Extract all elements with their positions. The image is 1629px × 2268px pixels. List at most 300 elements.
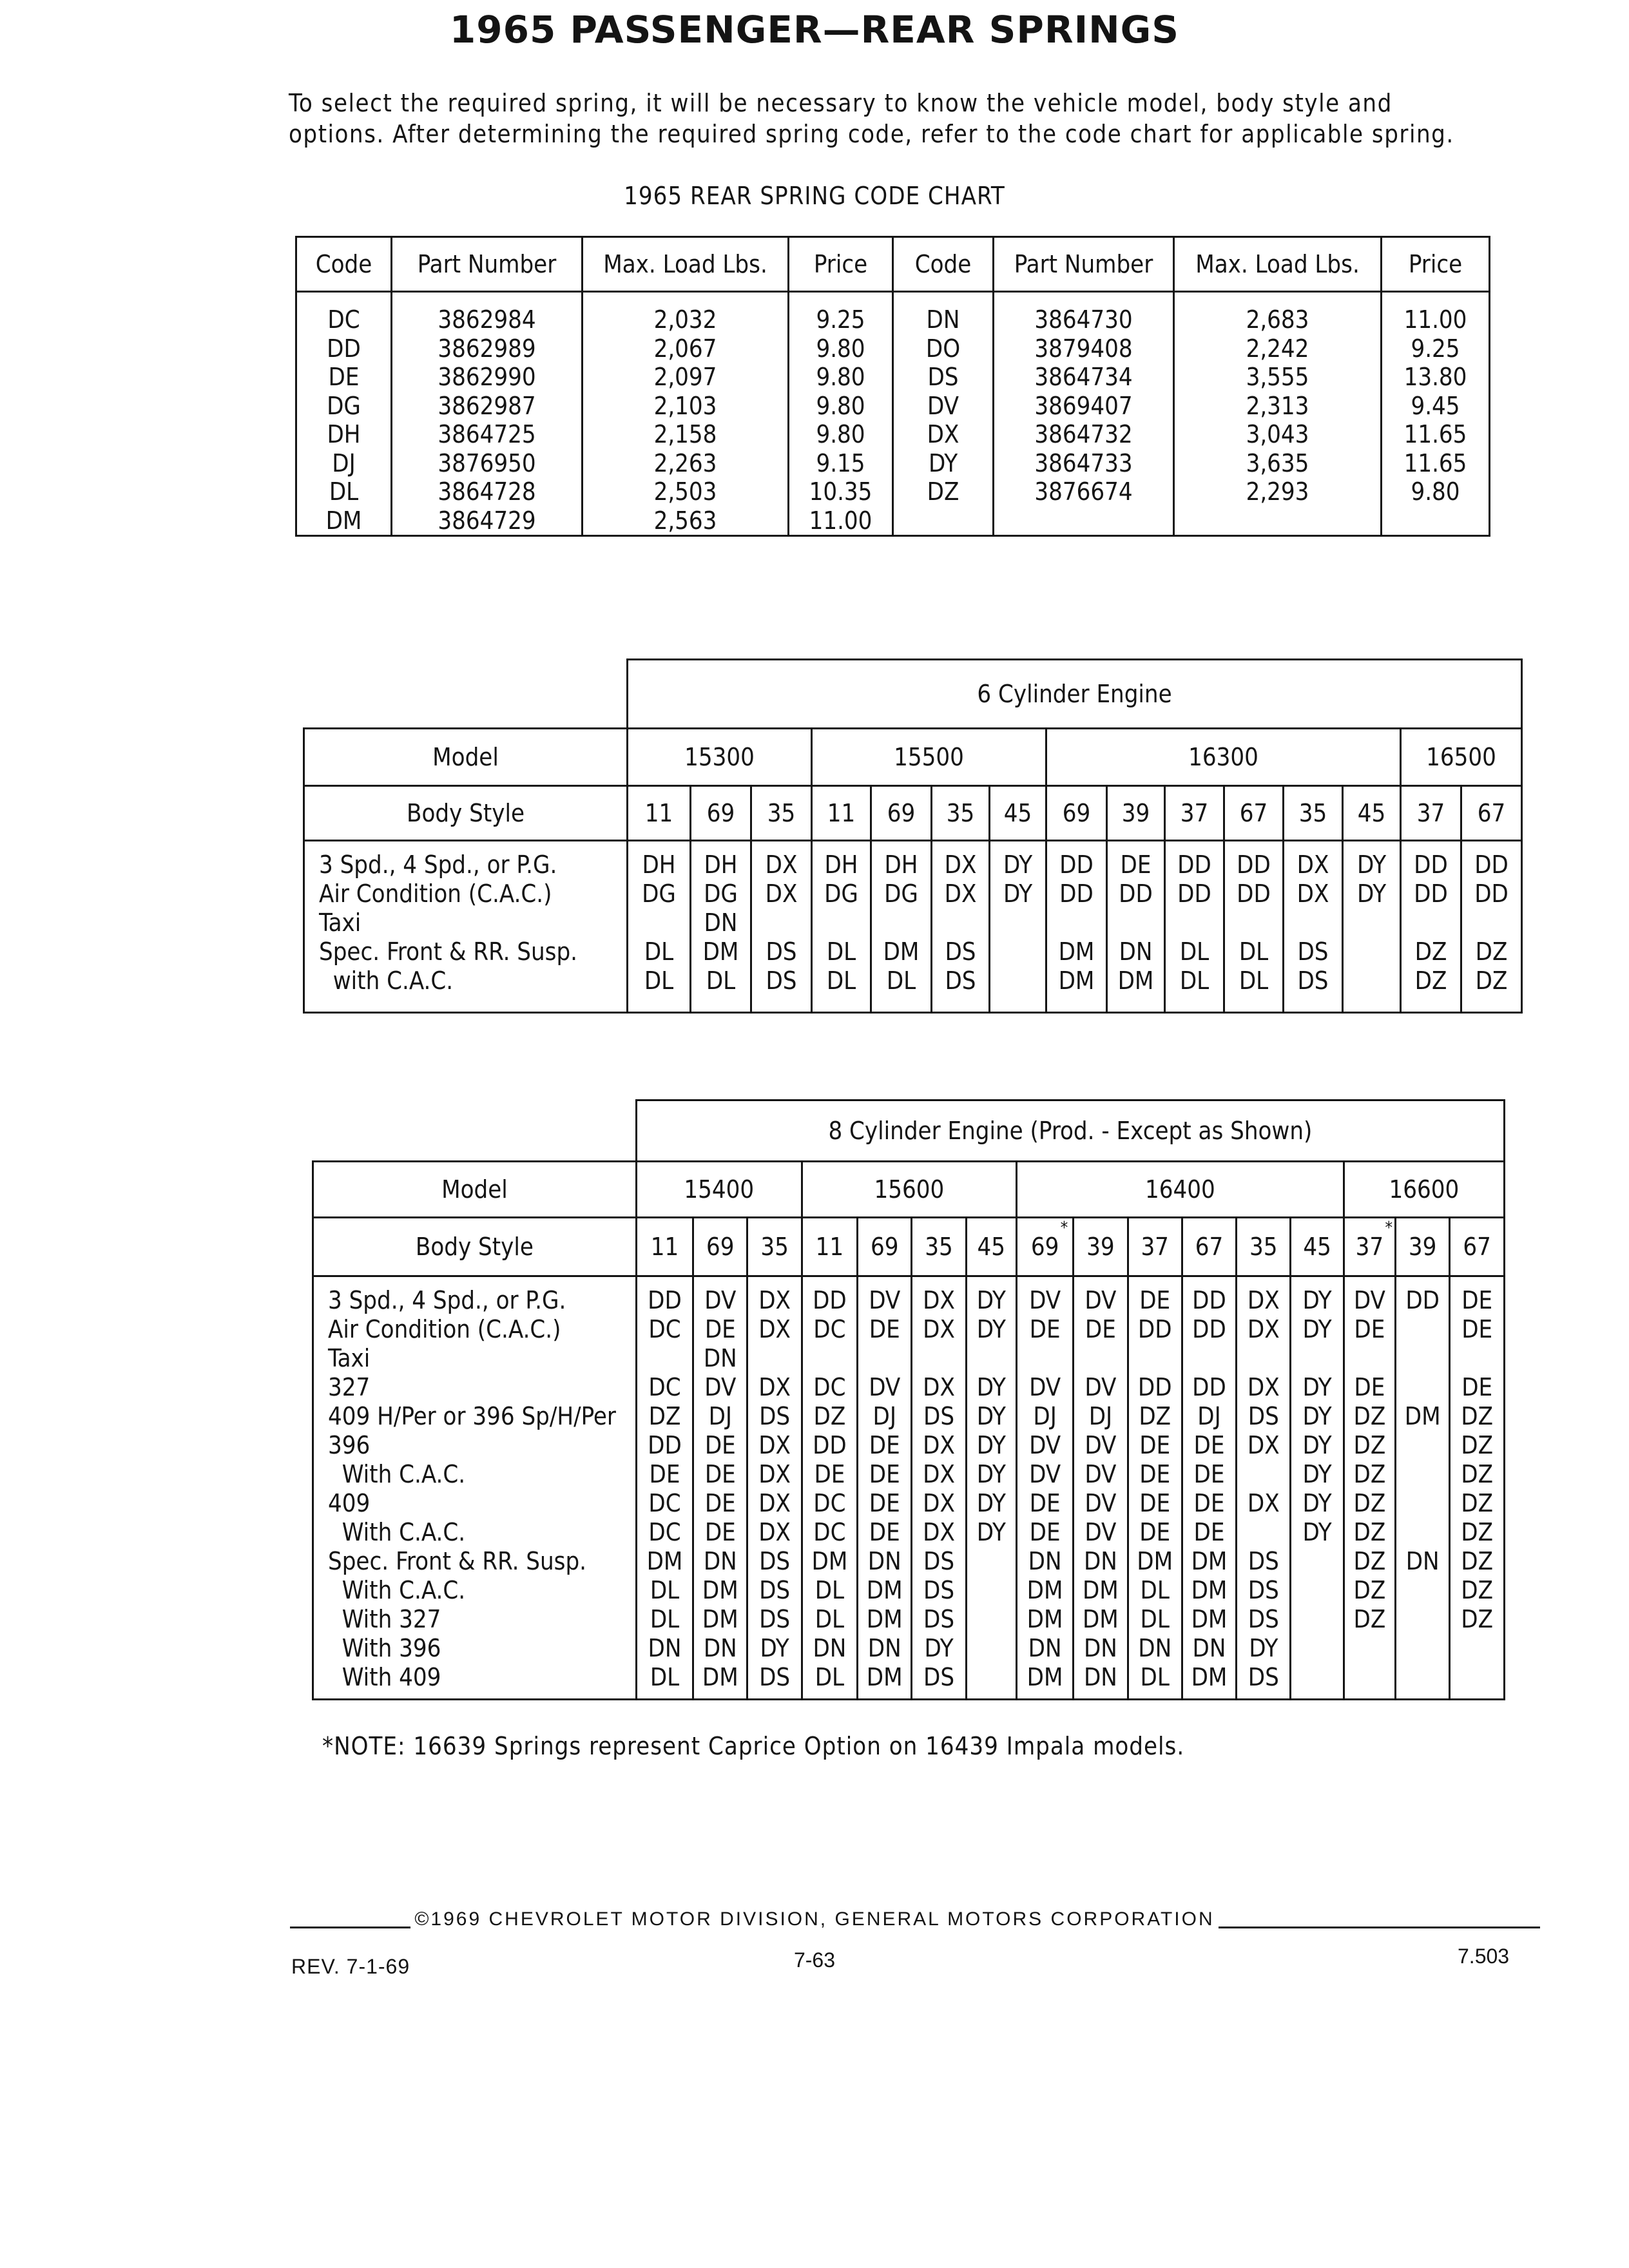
spring-code: DM — [702, 1605, 738, 1633]
spring-code — [1291, 1344, 1342, 1373]
spring-code: DE — [1084, 1315, 1116, 1343]
spring-code-column — [1237, 1276, 1291, 1700]
code-chart-value: 9.80 — [816, 420, 865, 448]
body-style-code — [1291, 1218, 1344, 1276]
spring-code: DM — [883, 937, 920, 966]
spring-code — [1225, 908, 1282, 937]
spring-code: DE — [1029, 1489, 1061, 1517]
spring-code: DS — [759, 1605, 791, 1633]
spring-code: DD — [1137, 1373, 1172, 1401]
spring-code: DX — [758, 1489, 791, 1517]
spring-code: DZ — [1461, 1431, 1494, 1459]
spring-code: DE — [1354, 1373, 1385, 1401]
header-max-load: Max. Load Lbs. — [1174, 237, 1382, 292]
spring-code-column — [751, 841, 812, 1013]
option-label: 409 — [328, 1489, 371, 1517]
spring-code: DZ — [1353, 1605, 1386, 1633]
header-code: Code — [893, 237, 994, 292]
body-style-value: 45 — [977, 1233, 1006, 1261]
code-chart-value: 3,043 — [1246, 420, 1309, 448]
spring-code-column — [812, 841, 871, 1013]
spring-code: DV — [1029, 1286, 1061, 1314]
model-number: 15500 — [812, 729, 1046, 786]
spring-code-column — [1396, 1276, 1450, 1700]
spring-code: DM — [702, 1663, 738, 1691]
spring-code: DS — [1248, 1576, 1279, 1604]
body-style-value: 69 — [870, 1233, 899, 1261]
spring-code-column — [1344, 1276, 1395, 1700]
spring-code-column — [636, 1276, 693, 1700]
spring-code-column — [747, 1276, 802, 1700]
revision-date: REV. 7-1-69 — [291, 1955, 410, 1978]
spring-code: DH — [642, 850, 676, 879]
spring-code: DS — [1297, 937, 1329, 966]
spring-code — [967, 1547, 1016, 1576]
spring-code: DV — [1029, 1431, 1061, 1459]
spring-code: DM — [1191, 1576, 1228, 1604]
model-number: 15600 — [802, 1162, 1016, 1218]
spring-code: DG — [884, 879, 918, 908]
spring-code: DY — [976, 1286, 1006, 1314]
spring-code: DS — [1248, 1663, 1279, 1691]
copyright-text: ©1969 CHEVROLET MOTOR DIVISION, GENERAL MOTORS CORPORATION — [410, 1908, 1218, 1930]
body-style-code — [628, 786, 691, 841]
spring-code-column — [1165, 841, 1224, 1013]
spring-code: DX — [758, 1373, 791, 1401]
body-style-code — [1396, 1218, 1450, 1276]
spring-code: DE — [704, 1460, 736, 1488]
model-number: 15400 — [636, 1162, 802, 1218]
body-style-value: 35 — [1249, 1233, 1278, 1261]
spring-code: DD — [648, 1286, 682, 1314]
spring-code: DY — [1249, 1634, 1278, 1662]
spring-code: DN — [867, 1547, 901, 1575]
spring-code: DL — [644, 937, 674, 966]
code-chart-value: DH — [327, 420, 361, 448]
option-label: 396 — [328, 1431, 371, 1459]
spring-code-column — [990, 841, 1046, 1013]
spring-code — [1237, 1518, 1289, 1547]
spring-code — [1344, 937, 1400, 966]
option-label: With 409 — [328, 1663, 441, 1691]
body-style-value: 45 — [1303, 1233, 1331, 1261]
body-style-value: 67 — [1463, 1233, 1491, 1261]
spring-code: DE — [1139, 1518, 1171, 1546]
spring-code: DM — [1117, 966, 1154, 995]
spring-code: DM — [1137, 1547, 1173, 1575]
spring-code — [872, 908, 930, 937]
code-chart-value: 3862984 — [438, 305, 536, 334]
code-chart-value: 3876674 — [1034, 477, 1133, 506]
spring-code: DS — [923, 1402, 955, 1430]
body-style-value: 45 — [1003, 799, 1032, 827]
spring-code-column — [1450, 1276, 1505, 1700]
spring-code: DG — [642, 879, 676, 908]
spring-code: DM — [1082, 1605, 1119, 1633]
spring-code: DL — [1179, 937, 1210, 966]
engine-header-row — [313, 1100, 1505, 1162]
spring-code: DL — [650, 1663, 680, 1691]
section-number: 7.503 — [1458, 1945, 1510, 1968]
model-number: 16500 — [1401, 729, 1522, 786]
spring-code: DY — [1003, 879, 1033, 908]
spring-code: DZ — [648, 1402, 681, 1430]
code-chart-value: DD — [327, 334, 361, 363]
body-style-code — [871, 786, 932, 841]
spring-code: DV — [1029, 1373, 1061, 1401]
spring-code — [932, 908, 988, 937]
code-chart-value: 10.35 — [809, 477, 872, 506]
spring-code — [1291, 1663, 1342, 1692]
spring-code: DL — [815, 1663, 845, 1691]
option-label: with C.A.C. — [319, 966, 454, 995]
spring-code: DD — [1137, 1315, 1172, 1343]
body-style-code — [858, 1218, 912, 1276]
body-style-code — [912, 1218, 966, 1276]
body-style-code — [1401, 786, 1461, 841]
spring-code: DV — [1084, 1518, 1117, 1546]
body-style-row — [313, 1218, 1505, 1276]
option-label: 3 Spd., 4 Spd., or P.G. — [319, 850, 557, 879]
spring-code: DY — [1302, 1315, 1332, 1343]
spring-code — [912, 1344, 965, 1373]
spring-code: DL — [886, 966, 916, 995]
spring-code: DV — [1084, 1286, 1117, 1314]
spring-code: DL — [1239, 966, 1269, 995]
spring-code: DX — [758, 1460, 791, 1488]
spring-code: DM — [811, 1547, 848, 1575]
code-chart-value: 11.65 — [1403, 448, 1467, 477]
code-chart-value: 2,263 — [653, 448, 717, 477]
spring-code-column — [691, 841, 751, 1013]
spring-code: DS — [1297, 966, 1329, 995]
spring-code: DC — [813, 1518, 846, 1546]
spring-code: DM — [1404, 1402, 1441, 1430]
spring-code: DE — [1139, 1286, 1171, 1314]
spring-code: DN — [867, 1634, 901, 1662]
body-style-code — [751, 786, 812, 841]
spring-code: DX — [1247, 1431, 1280, 1459]
spring-code — [1396, 1489, 1449, 1518]
spring-code: DN — [1138, 1634, 1172, 1662]
spring-code: DZ — [1461, 1489, 1494, 1517]
header-price: Price — [1382, 237, 1490, 292]
spring-code: DS — [759, 1547, 791, 1575]
spring-code — [858, 1344, 911, 1373]
code-chart-value: 2,032 — [653, 305, 717, 334]
option-label: Taxi — [328, 1344, 371, 1372]
body-style-value: 11 — [644, 799, 673, 827]
spring-code: DM — [866, 1663, 903, 1691]
body-style-value: 45 — [1357, 799, 1386, 827]
spring-code: DE — [814, 1460, 845, 1488]
code-chart-value: DC — [327, 305, 360, 334]
code-chart-value: 9.45 — [1411, 391, 1460, 420]
body-style-code — [1128, 1218, 1182, 1276]
spring-code: DE — [869, 1431, 900, 1459]
spring-code: DZ — [813, 1402, 846, 1430]
spring-code: DN — [1192, 1634, 1226, 1662]
body-style-code — [1344, 1218, 1395, 1276]
spring-code: DM — [1027, 1605, 1063, 1633]
spring-code: DX — [1247, 1286, 1280, 1314]
body-style-code — [966, 1218, 1016, 1276]
code-chart-value: DN — [926, 305, 960, 334]
spring-code: DH — [704, 850, 738, 879]
spring-code: DL — [650, 1605, 680, 1633]
spring-code: DS — [945, 966, 976, 995]
spring-code: DS — [923, 1547, 955, 1575]
spring-code: DX — [1247, 1373, 1280, 1401]
spring-code — [1047, 908, 1106, 937]
spring-code — [1108, 908, 1164, 937]
spring-code: DE — [704, 1518, 736, 1546]
spring-code: DC — [813, 1489, 846, 1517]
option-label: 327 — [328, 1373, 371, 1401]
code-chart-header-row — [296, 237, 1490, 292]
spring-code: DZ — [1353, 1547, 1386, 1575]
spring-code: DY — [976, 1402, 1006, 1430]
body-style-code — [1284, 786, 1343, 841]
spring-code: DE — [649, 1460, 680, 1488]
spring-code: DZ — [1139, 1402, 1171, 1430]
blank-cell — [304, 660, 628, 729]
spring-code: DE — [1193, 1489, 1225, 1517]
spring-code-column — [1343, 841, 1401, 1013]
spring-code: DX — [758, 1315, 791, 1343]
body-style-value: 35 — [946, 799, 975, 827]
body-style-value: 11 — [650, 1233, 679, 1261]
spring-code: DX — [923, 1431, 955, 1459]
spring-code — [748, 1344, 800, 1373]
body-style-label: Body Style — [313, 1218, 637, 1276]
body-style-value: 39 — [1086, 1233, 1115, 1261]
spring-code: DE — [869, 1315, 900, 1343]
code-column — [893, 292, 994, 536]
spring-code: DV — [704, 1286, 737, 1314]
option-label: With C.A.C. — [328, 1460, 466, 1488]
spring-code — [1402, 908, 1460, 937]
spring-code: DM — [1191, 1547, 1228, 1575]
code-chart-value: DZ — [927, 477, 959, 506]
code-chart-value: 2,067 — [653, 334, 717, 363]
body-style-code — [812, 786, 871, 841]
spring-code: DE — [1029, 1518, 1061, 1546]
spring-code: DE — [704, 1489, 736, 1517]
code-chart-value: 9.25 — [816, 305, 865, 334]
code-chart-value: 11.00 — [1403, 305, 1467, 334]
spring-code: DX — [758, 1286, 791, 1314]
option-label: Spec. Front & RR. Susp. — [319, 937, 578, 966]
spring-code: DH — [884, 850, 918, 879]
spring-code: DN — [1083, 1634, 1117, 1662]
code-chart-value: 9.80 — [1411, 477, 1460, 506]
code-chart-table — [295, 236, 1490, 537]
spring-code: DZ — [1353, 1460, 1386, 1488]
body-style-value: 39 — [1408, 1233, 1437, 1261]
spring-code-column — [1291, 1276, 1344, 1700]
spring-code: DX — [758, 1431, 791, 1459]
spring-code: DN — [648, 1634, 682, 1662]
spring-code — [1451, 1663, 1503, 1692]
body-style-code — [932, 786, 990, 841]
header-code: Code — [296, 237, 392, 292]
price-column — [789, 292, 893, 536]
body-style-code — [1343, 786, 1401, 841]
code-chart-value: 3862989 — [438, 334, 536, 363]
spring-code: DE — [1193, 1518, 1225, 1546]
spring-code: DV — [1084, 1489, 1117, 1517]
spring-code: DM — [1191, 1663, 1228, 1691]
spring-code: DZ — [1475, 937, 1508, 966]
code-chart-value: 3862987 — [438, 391, 536, 420]
spring-code — [1237, 1344, 1289, 1373]
spring-code-column — [858, 1276, 912, 1700]
spring-code: DY — [1356, 850, 1387, 879]
body-style-code — [990, 786, 1046, 841]
spring-code: DV — [869, 1373, 901, 1401]
spring-code: DN — [1028, 1634, 1062, 1662]
spring-code — [1396, 1373, 1449, 1402]
max-load-column — [583, 292, 789, 536]
spring-code: DL — [826, 937, 856, 966]
spring-code-column — [1224, 841, 1284, 1013]
spring-code: DY — [976, 1518, 1006, 1546]
model-number: 16600 — [1344, 1162, 1504, 1218]
part-number-column — [392, 292, 583, 536]
spring-code: DY — [976, 1489, 1006, 1517]
spring-code: DL — [650, 1576, 680, 1604]
part-number-column — [994, 292, 1174, 536]
spring-code — [990, 937, 1045, 966]
spring-code-column — [1401, 841, 1461, 1013]
spring-code: DG — [704, 879, 738, 908]
body-style-code — [1182, 1218, 1236, 1276]
code-chart-value: 2,313 — [1246, 391, 1309, 420]
body-style-code — [1237, 1218, 1291, 1276]
option-label: With 327 — [328, 1605, 441, 1633]
body-style-value: 69 — [1062, 799, 1091, 827]
spring-code — [628, 908, 689, 937]
spring-code: DY — [1003, 850, 1033, 879]
spring-code: DE — [1120, 850, 1152, 879]
spring-code: DX — [923, 1315, 955, 1343]
spring-code: DZ — [1353, 1402, 1386, 1430]
spring-code: DZ — [1461, 1460, 1494, 1488]
code-chart-body-row — [296, 292, 1490, 536]
spring-code: DL — [1179, 966, 1210, 995]
model-label: Model — [304, 729, 628, 786]
body-style-value: 37 — [1416, 799, 1445, 827]
spring-code — [967, 1605, 1016, 1634]
option-label: Air Condition (C.A.C.) — [328, 1315, 561, 1343]
code-chart-value: 2,103 — [653, 391, 717, 420]
code-chart-value: DE — [328, 363, 360, 391]
spring-code — [1396, 1518, 1449, 1547]
spring-code — [803, 1344, 856, 1373]
code-chart-value: DG — [327, 391, 361, 420]
model-row — [304, 729, 1522, 786]
spring-code — [1344, 966, 1400, 995]
code-chart-title: 1965 REAR SPRING CODE CHART — [624, 182, 1005, 210]
spring-code: DM — [1058, 966, 1095, 995]
spring-code: DJ — [872, 1402, 896, 1430]
option-label: With 396 — [328, 1634, 441, 1662]
spring-code: DD — [1192, 1286, 1226, 1314]
code-chart-value: 3864729 — [438, 506, 536, 535]
body-style-value: 69 * — [1031, 1233, 1059, 1261]
spring-code: DV — [704, 1373, 737, 1401]
spring-code: DY — [1302, 1402, 1332, 1430]
spring-code-column — [1046, 841, 1107, 1013]
code-chart-value: 11.00 — [809, 506, 872, 535]
spring-code — [1451, 1634, 1503, 1663]
body-style-value: 37 — [1180, 799, 1209, 827]
spring-code: DX — [944, 879, 977, 908]
body-style-value: 69 — [887, 799, 916, 827]
spring-code: DY — [1302, 1431, 1332, 1459]
spring-code — [1237, 1460, 1289, 1489]
code-chart-value: DM — [325, 506, 362, 535]
code-chart-value: DS — [927, 363, 959, 391]
spring-code: DE — [1461, 1315, 1493, 1343]
spring-code — [1344, 908, 1400, 937]
spring-code: DL — [815, 1605, 845, 1633]
spring-code: DN — [703, 1634, 737, 1662]
spring-code: DN — [1083, 1663, 1117, 1691]
body-style-code — [1046, 786, 1107, 841]
price-column — [1382, 292, 1490, 536]
spring-code: DD — [648, 1431, 682, 1459]
spring-code: DE — [1139, 1489, 1171, 1517]
spring-code: DN — [1119, 937, 1153, 966]
spring-code: DZ — [1414, 937, 1447, 966]
option-label: Taxi — [319, 908, 361, 937]
body-style-value: 67 — [1239, 799, 1268, 827]
blank-cell — [313, 1100, 637, 1162]
spring-code: DS — [1248, 1402, 1279, 1430]
spring-code: DY — [976, 1460, 1006, 1488]
spring-code: DD — [1192, 1315, 1226, 1343]
spring-code: DM — [1058, 937, 1095, 966]
code-chart-value: 3862990 — [438, 363, 536, 391]
body-style-code — [1107, 786, 1165, 841]
spring-code — [1291, 1576, 1342, 1605]
spring-code: DZ — [1475, 966, 1508, 995]
spring-code: DV — [1353, 1286, 1385, 1314]
spring-code: DD — [813, 1286, 847, 1314]
engine-header-row — [304, 660, 1522, 729]
spring-code: DV — [1029, 1460, 1061, 1488]
body-style-code — [693, 1218, 747, 1276]
code-chart-value: 13.80 — [1403, 363, 1467, 391]
spring-code: DN — [1405, 1547, 1440, 1575]
body-style-code — [636, 1218, 693, 1276]
spring-code: DM — [866, 1605, 903, 1633]
spring-code: DL — [706, 966, 736, 995]
body-style-code — [747, 1218, 802, 1276]
spring-code — [967, 1576, 1016, 1605]
spring-code: DD — [1177, 879, 1211, 908]
spring-code: DZ — [1461, 1605, 1494, 1633]
spring-code-column — [802, 1276, 857, 1700]
spring-code: DY — [1302, 1489, 1332, 1517]
six-cylinder-table — [303, 658, 1523, 1014]
spring-code: DZ — [1461, 1547, 1494, 1575]
spring-code: DE — [1139, 1460, 1171, 1488]
spring-code: DM — [646, 1547, 683, 1575]
spring-code — [1345, 1634, 1394, 1663]
